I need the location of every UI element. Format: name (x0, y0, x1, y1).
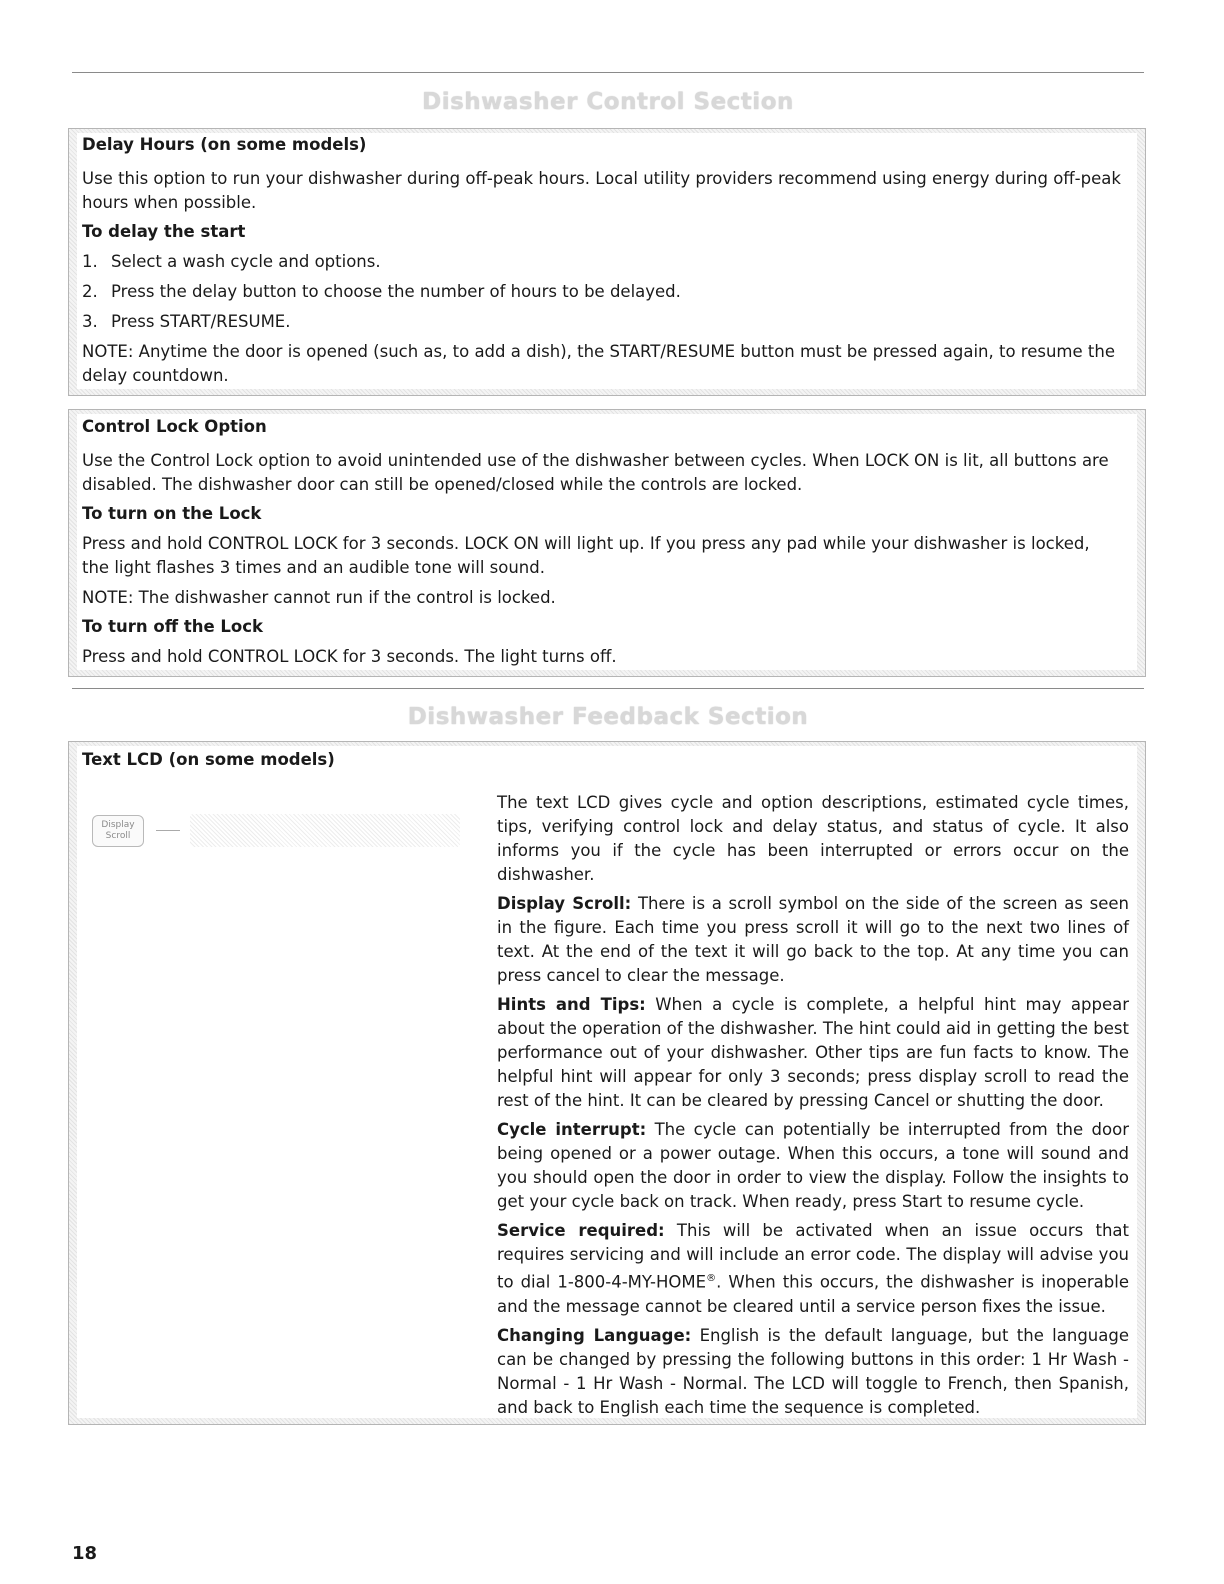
lock-on-heading: To turn on the Lock (82, 504, 262, 523)
lcd-screen-figure (190, 814, 460, 847)
display-scroll-text: There is a scroll symbol on the side of the screen as seen in the figure. Each time you press scroll it will go to the next two lines of text. At the end of the text it will go back to the top. At any time you can press cancel to clear the message. (497, 894, 1129, 985)
lock-intro-line2: disabled. The dishwasher door can still be opened/closed while the controls are locked. (82, 475, 803, 494)
lock-off-text: Press and hold CONTROL LOCK for 3 seconds. The light turns off. (82, 647, 617, 666)
changing-language-text: English is the default language, but the language can be changed by pressing the following buttons in this order: 1 Hr Wash - Normal - 1 Hr Wash - Normal. The LCD will toggle to French, then Spanish, and back to English each time the sequence is completed. (497, 1325, 1129, 1417)
hints-tips-paragraph (497, 993, 1129, 1113)
cycle-interrupt-text: The cycle can potentially be interrupted from the door being opened or a power outage. When this occurs, a tone will sound and you should open the door in order to view the display. Follow the insights to get your cycle back on track. When ready, press Start to resume cycle. (497, 1120, 1129, 1211)
note-label: NOTE: (82, 342, 134, 361)
service-required-paragraph (497, 1219, 1129, 1319)
step-number: 2. (82, 282, 98, 301)
delay-intro-line2: hours when possible. (82, 193, 257, 212)
service-required-text-b: . When this occurs, the dishwasher is inoperable and the message cannot be cleared until a service person fixes the issue. (497, 1272, 1129, 1316)
feedback-section-title: Dishwasher Feedback Section (407, 704, 809, 730)
lcd-intro: The text LCD gives cycle and option descriptions, estimated cycle times, tips, verifying control lock and delay status, and status of cycle. It also informs you if the cycle has been interrupted or errors occur on the dishwasher. (497, 793, 1129, 884)
note-label: NOTE: (82, 588, 134, 607)
display-scroll-button-figure (92, 815, 144, 847)
note-text: The dishwasher cannot run if the control is locked. (133, 588, 556, 607)
figure-button-line2: Scroll (105, 831, 131, 841)
step-text: Press the delay button to choose the number of hours to be delayed. (111, 282, 681, 301)
cycle-interrupt-paragraph (497, 1118, 1129, 1214)
figure-leader-line (156, 830, 180, 831)
step-number: 1. (82, 252, 98, 271)
hints-tips-text: When a cycle is complete, a helpful hint may appear about the operation of the dishwasher. The hint could aid in getting the best performance out of your dishwasher. Other tips are fun facts to know. The helpful hint will appear for only 3 seconds; press display scroll to read the rest of the hint. It can be cleared by pressing Cancel or shutting the door. (497, 995, 1129, 1110)
step-text: Press START/RESUME. (111, 312, 291, 331)
delay-note-line1 (82, 340, 1115, 364)
hints-tips-label: Hints and Tips: (497, 995, 646, 1014)
changing-language-label: Changing Language: (497, 1325, 692, 1345)
service-required-label: Service required: (497, 1221, 665, 1240)
feedback-rule (72, 688, 1144, 689)
step-text: Select a wash cycle and options. (111, 252, 381, 271)
step-number: 3. (82, 312, 98, 331)
control-section-title: Dishwasher Control Section (422, 89, 794, 115)
lock-note (82, 586, 556, 610)
delay-note-line2: delay countdown. (82, 366, 229, 385)
delay-step-1 (82, 250, 381, 274)
figure-button-line1: Display (101, 820, 135, 830)
delay-step-3 (82, 310, 291, 334)
text-lcd-heading: Text LCD (on some models) (82, 750, 335, 769)
control-lock-heading: Control Lock Option (82, 417, 267, 436)
display-scroll-paragraph (497, 892, 1129, 988)
lock-off-heading: To turn off the Lock (82, 617, 264, 636)
changing-language-paragraph (497, 1324, 1129, 1420)
top-rule (72, 72, 1144, 73)
text-lcd-description (497, 791, 1129, 1420)
delay-step-2 (82, 280, 681, 304)
note-text: Anytime the door is opened (such as, to add a dish), the START/RESUME button must be pressed again, to resume the (133, 342, 1115, 361)
delay-hours-heading: Delay Hours (on some models) (82, 135, 367, 154)
page-number: 18 (72, 1543, 98, 1564)
delay-intro-line1: Use this option to run your dishwasher during off-peak hours. Local utility providers recommend using energy during off-peak (82, 169, 1121, 188)
lock-on-line1: Press and hold CONTROL LOCK for 3 seconds. LOCK ON will light up. If you press any pad while your dishwasher is locked, (82, 534, 1090, 553)
lock-on-line2: the light flashes 3 times and an audible tone will sound. (82, 558, 545, 577)
service-required-text-a: This will be activated when an issue occurs that requires servicing and will include an error code. The display will advise you to dial 1-800-4-MY-HOME (497, 1221, 1129, 1292)
display-scroll-label: Display Scroll: (497, 894, 632, 913)
cycle-interrupt-label: Cycle interrupt: (497, 1120, 647, 1139)
registered-mark: ® (706, 1273, 717, 1284)
lock-intro-line1: Use the Control Lock option to avoid unintended use of the dishwasher between cycles. When LOCK ON is lit, all buttons are (82, 451, 1109, 470)
delay-start-subheading: To delay the start (82, 222, 246, 241)
